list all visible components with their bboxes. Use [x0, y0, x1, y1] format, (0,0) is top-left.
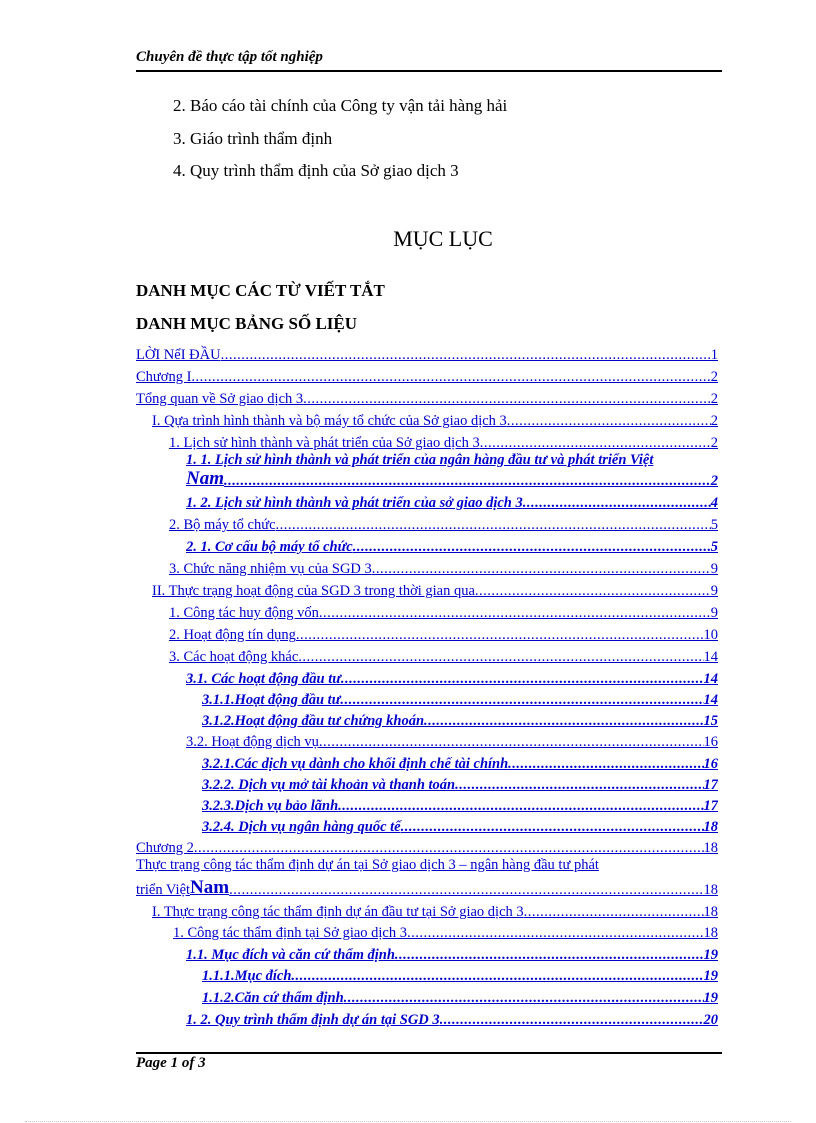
reference-item: 2. Báo cáo tài chính của Công ty vận tải hàng hải [173, 96, 508, 115]
toc-entry[interactable]: 3. Chức năng nhiệm vụ của SGD 3 ..... 9 [169, 558, 718, 578]
toc-entry[interactable]: 3. Các hoạt động khác ..... 14 [169, 646, 718, 666]
toc-entry[interactable]: 1. 2. Quy trình thẩm định dự án tại SGD 3 ..... 20 [186, 1009, 718, 1029]
toc-entry[interactable]: 3.1.1.Hoạt động đầu tư ..... 14 [202, 689, 718, 709]
toc-entry[interactable]: 2. 1. Cơ cấu bộ máy tổ chức ..... 5 [186, 536, 718, 556]
header-rule [136, 70, 722, 72]
page-title: MỤC LỤC [393, 226, 493, 251]
toc-entry[interactable]: 1. Lịch sử hình thành và phát triển của Sở giao dịch 3 ..... 2 [169, 432, 718, 452]
page-header: Chuyên đề thực tập tốt nghiệp [136, 49, 323, 65]
toc-entry[interactable]: 2. Bộ máy tổ chức ..... 5 [169, 514, 718, 534]
toc-entry[interactable]: 1. 1. Lịch sử hình thành và phát triển của ngân hàng đầu tư và phát triển Việt [186, 452, 654, 468]
reference-item: 3. Giáo trình thẩm định [173, 129, 333, 148]
toc-entry[interactable]: 3.2.3.Dịch vụ bảo lãnh ..... 17 [202, 795, 718, 815]
toc-entry[interactable]: 3.2.2. Dịch vụ mở tài khoản và thanh toán ..... 17 [202, 774, 718, 794]
toc-entry[interactable]: Chương I ..... 2 [136, 366, 718, 386]
toc-entry[interactable]: 1. Công tác huy động vốn ..... 9 [169, 602, 718, 622]
toc-entry[interactable]: 3.1. Các hoạt động đầu tư ..... 14 [186, 668, 718, 688]
toc-entry[interactable]: Nam ..... 2 [186, 470, 718, 490]
toc-entry[interactable]: triển Việt Nam ..... 18 [136, 877, 718, 899]
toc-entry[interactable]: 1.1.1.Mục đích ..... 19 [202, 965, 718, 985]
toc-entry[interactable]: I. Qựa trình hình thành và bộ máy tổ chức của Sở giao dịch 3 ..... 2 [152, 410, 718, 430]
toc-entry[interactable]: 1.1.2.Căn cứ thẩm định ..... 19 [202, 987, 718, 1007]
toc-entry[interactable]: Chương 2 ..... 18 [136, 837, 718, 857]
heading-abbreviations: DANH MỤC CÁC TỪ VIẾT TẮT [136, 281, 385, 300]
toc-entry[interactable]: 3.2.4. Dịch vụ ngân hàng quốc tế ..... 18 [202, 816, 718, 836]
toc-entry[interactable]: 1. Công tác thẩm định tại Sở giao dịch 3 ..... 18 [173, 922, 718, 942]
page-footer: Page 1 of 3 [136, 1055, 206, 1071]
toc-entry[interactable]: 1.1. Mục đích và căn cứ thẩm định ..... 19 [186, 944, 718, 964]
toc-entry[interactable]: LỜI NểI ĐẦU ..... 1 [136, 344, 718, 364]
footer-rule [136, 1052, 722, 1054]
heading-tables: DANH MỤC BẢNG SỐ LIỆU [136, 314, 358, 333]
toc-entry[interactable]: 3.2. Hoạt động dịch vụ ..... 16 [186, 731, 718, 751]
toc-entry[interactable]: Tổng quan về Sở giao dịch 3 ..... 2 [136, 388, 718, 408]
toc-entry[interactable]: 3.1.2.Hoạt động đầu tư chứng khoán ..... 15 [202, 710, 718, 730]
reference-item: 4. Quy trình thẩm định của Sở giao dịch 3 [173, 161, 459, 180]
toc-entry[interactable]: I. Thực trạng công tác thẩm định dự án đầu tư tại Sở giao dịch 3 ..... 18 [152, 901, 718, 921]
page-boundary [25, 1121, 791, 1122]
toc-entry[interactable]: 1. 2. Lịch sử hình thành và phát triển của sở giao dịch 3 ..... 4 [186, 492, 718, 512]
toc-entry[interactable]: II. Thực trạng hoạt động của SGD 3 trong thời gian qua ..... 9 [152, 580, 718, 600]
toc-entry[interactable]: 2. Hoạt động tín dụng ..... 10 [169, 624, 718, 644]
toc-entry[interactable]: 3.2.1.Các dịch vụ dành cho khối định chế tài chính ..... 16 [202, 753, 718, 773]
toc-entry[interactable]: Thực trạng công tác thẩm định dự án tại Sở giao dịch 3 – ngân hàng đầu tư phát [136, 857, 599, 873]
